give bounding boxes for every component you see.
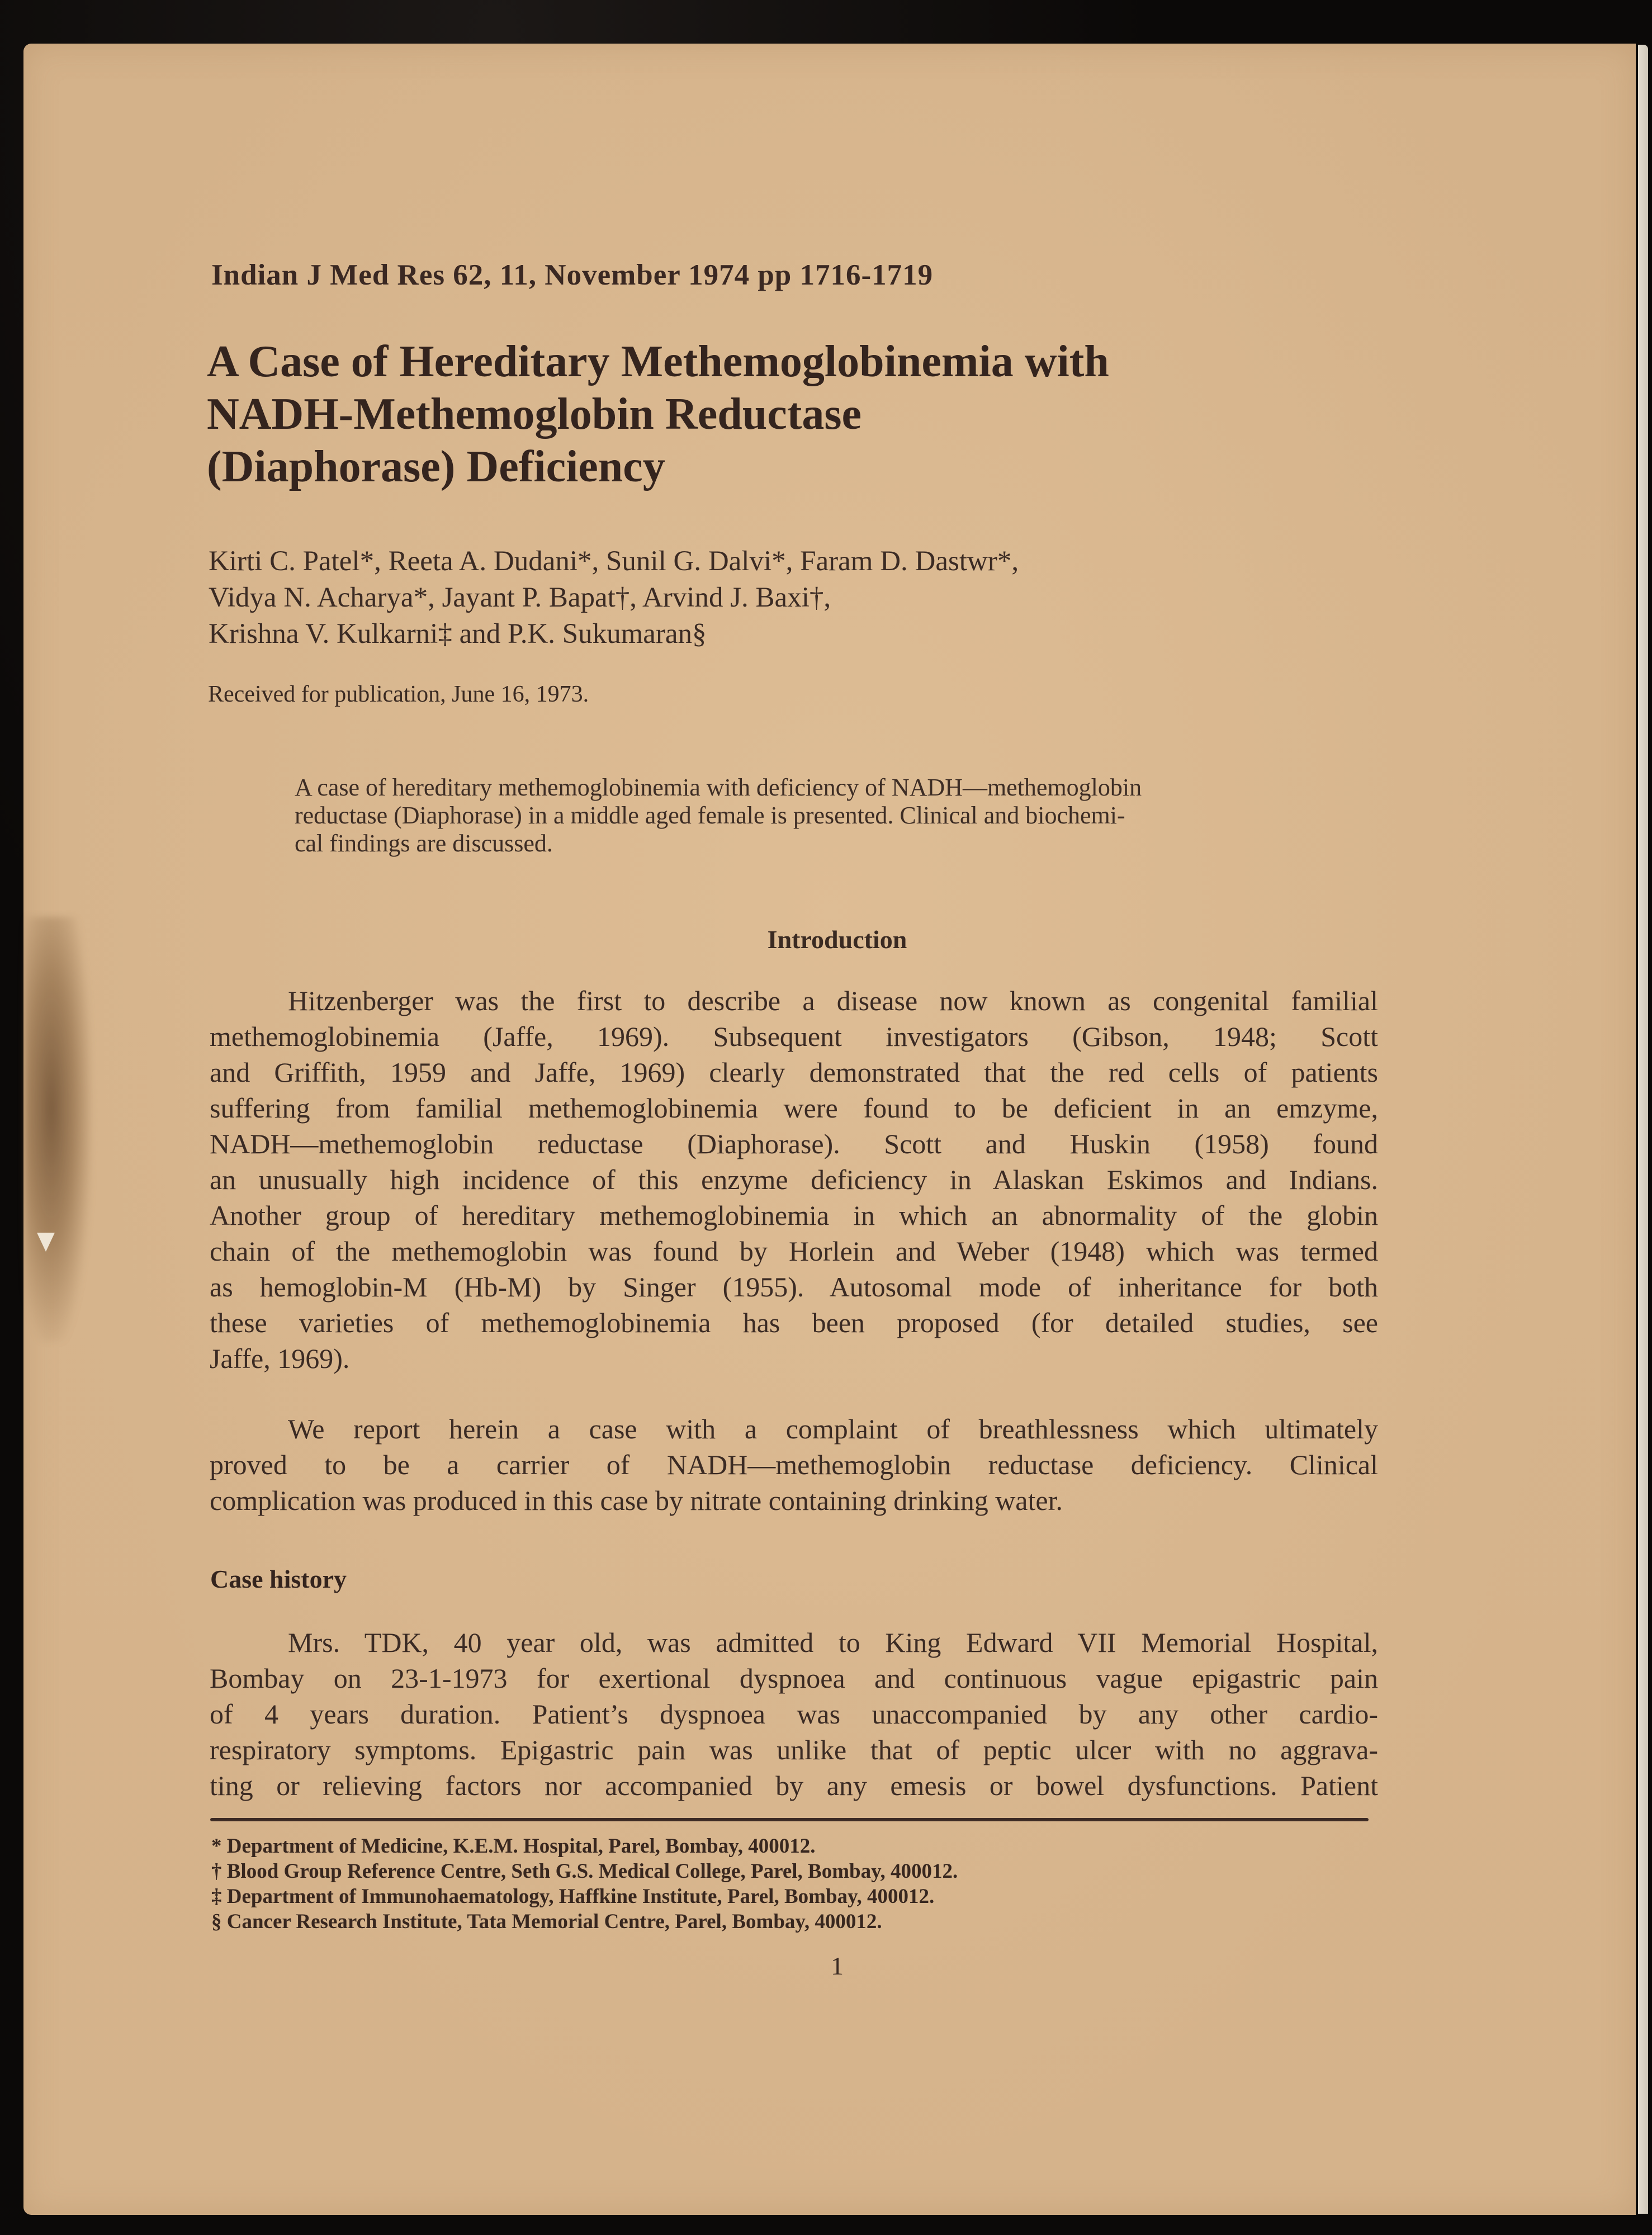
paper-tear: [37, 1233, 55, 1252]
author-list: [209, 543, 1019, 652]
abstract: [295, 774, 1142, 858]
paragraph-line: of 4 years duration. Patient’s dyspnoea was unaccompanied by any other cardio-: [210, 1698, 1378, 1730]
water-stain: [25, 917, 92, 1342]
abstract-line: cal findings are discussed.: [295, 830, 553, 857]
paragraph-line: as hemoglobin-M (Hb-M) by Singer (1955). Autosomal mode of inheritance for both: [210, 1271, 1378, 1303]
received-date: Received for publication, June 16, 1973.: [208, 681, 589, 707]
footnote-item: § Cancer Research Institute, Tata Memorial Centre, Parel, Bombay, 400012.: [211, 1910, 882, 1933]
section-heading-case-history: Case history: [210, 1565, 347, 1593]
author-line: Krishna V. Kulkarni‡ and P.K. Sukumaran§: [209, 618, 707, 650]
paragraph-line: Jaffe, 1969).: [210, 1343, 350, 1374]
footnote-divider: [210, 1818, 1369, 1821]
paragraph-line: complication was produced in this case by nitrate containing drinking water.: [210, 1485, 1063, 1516]
paragraph-line: Bombay on 23-1-1973 for exertional dyspnoea and continuous vague epigastric pain: [210, 1663, 1378, 1694]
abstract-line: A case of hereditary methemoglobinemia with deficiency of NADH—methemoglobin: [295, 774, 1142, 801]
paragraph-line: NADH—methemoglobin reductase (Diaphorase). Scott and Huskin (1958) found: [210, 1128, 1378, 1159]
page-edge-strip: [1638, 45, 1648, 2214]
paragraph-line: respiratory symptoms. Epigastric pain was unlike that of peptic ulcer with no aggrava-: [210, 1734, 1378, 1765]
paragraph-line: suffering from familial methemoglobinemia were found to be deficient in an emzyme,: [210, 1092, 1378, 1124]
title-line: (Diaphorase) Deficiency: [207, 442, 665, 491]
paragraph-line: these varieties of methemoglobinemia has been proposed (for detailed studies, see: [210, 1307, 1378, 1338]
journal-reference: Indian J Med Res 62, 11, November 1974 pp 1716-1719: [211, 259, 934, 291]
title-line: A Case of Hereditary Methemoglobinemia with: [207, 337, 1109, 386]
paragraph-line: We report herein a case with a complaint of breathlessness which ultimately: [288, 1413, 1378, 1445]
paragraph-line: and Griffith, 1959 and Jaffe, 1969) clearly demonstrated that the red cells of patients: [210, 1057, 1378, 1088]
title-line: NADH-Methemoglobin Reductase: [207, 390, 861, 439]
paragraph-line: Hitzenberger was the first to describe a disease now known as congenital familial: [288, 985, 1378, 1016]
introduction-paragraph-2: [210, 1411, 1378, 1518]
abstract-line: reductase (Diaphorase) in a middle aged female is presented. Clinical and biochemi-: [295, 802, 1125, 829]
footnotes: [211, 1834, 958, 1934]
article-title: [207, 335, 1109, 493]
paragraph-line: methemoglobinemia (Jaffe, 1969). Subsequent investigators (Gibson, 1948; Scott: [210, 1021, 1378, 1052]
paragraph-line: ting or relieving factors nor accompanied by any emesis or bowel dysfunctions. Patient: [210, 1770, 1378, 1801]
section-heading-introduction: Introduction: [767, 925, 907, 954]
author-line: Vidya N. Acharya*, Jayant P. Bapat†, Arvind J. Baxi†,: [209, 582, 831, 613]
paragraph-line: proved to be a carrier of NADH—methemoglobin reductase deficiency. Clinical: [210, 1449, 1378, 1480]
footnote-item: * Department of Medicine, K.E.M. Hospital, Parel, Bombay, 400012.: [211, 1835, 816, 1858]
paragraph-line: chain of the methemoglobin was found by Horlein and Weber (1948) which was termed: [210, 1235, 1378, 1267]
footnote-item: ‡ Department of Immunohaematology, Haffkine Institute, Parel, Bombay, 400012.: [211, 1885, 935, 1908]
introduction-paragraph-1: [210, 983, 1378, 1376]
paragraph-line: Another group of hereditary methemoglobinemia in which an abnormality of the globin: [210, 1200, 1378, 1231]
author-line: Kirti C. Patel*, Reeta A. Dudani*, Sunil G. Dalvi*, Faram D. Dastwr*,: [209, 546, 1019, 577]
footnote-item: † Blood Group Reference Centre, Seth G.S. Medical College, Parel, Bombay, 400012.: [211, 1860, 958, 1883]
page-number: 1: [831, 1952, 844, 1980]
paragraph-line: Mrs. TDK, 40 year old, was admitted to King Edward VII Memorial Hospital,: [288, 1627, 1378, 1658]
paragraph-line: an unusually high incidence of this enzyme deficiency in Alaskan Eskimos and Indians.: [210, 1164, 1378, 1195]
case-history-paragraph-1: [210, 1625, 1378, 1803]
